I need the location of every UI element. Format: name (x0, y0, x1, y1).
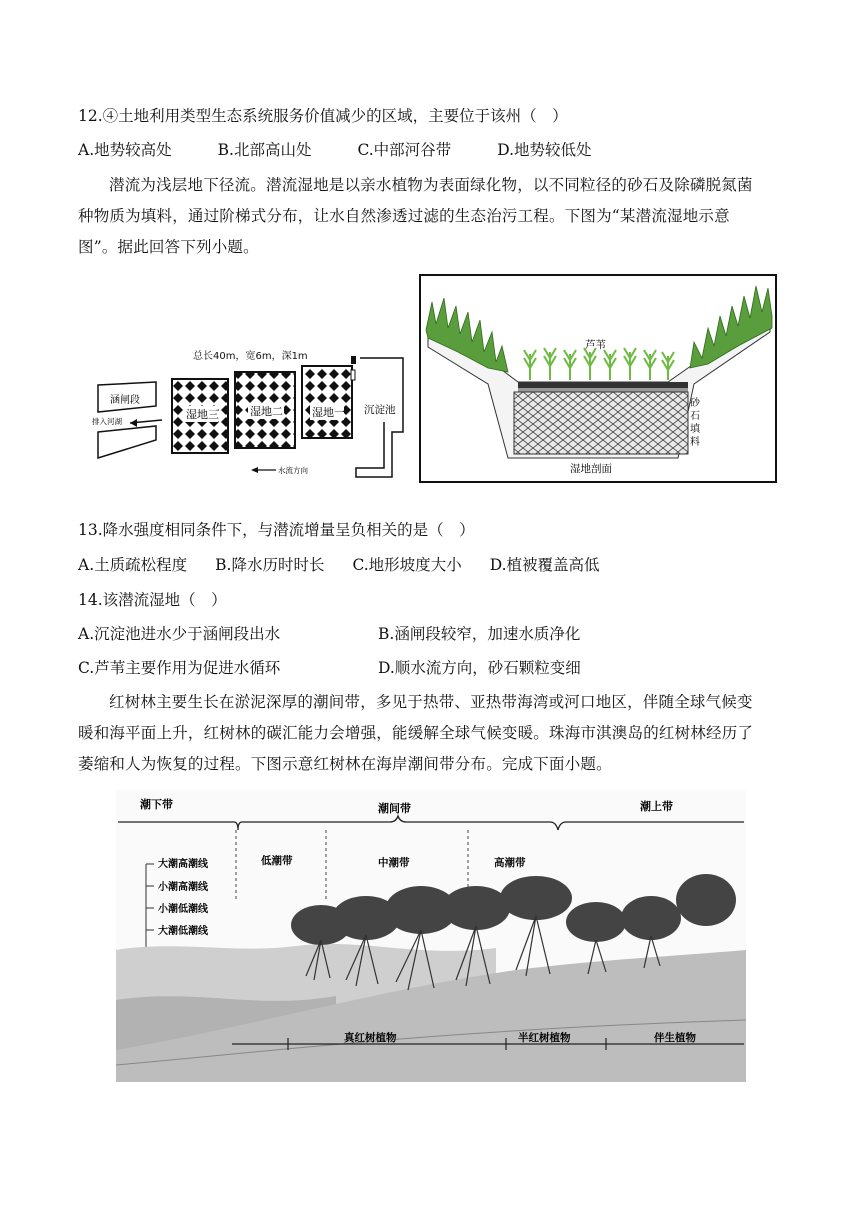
wetland-2-label: 湿地二 (250, 405, 283, 418)
associate-plant-label: 伴生植物 (654, 1032, 696, 1044)
high-tide-zone-label: 高潮带 (494, 857, 526, 869)
q14-option-b[interactable]: B.涵闸段较窄，加速水质净化 (378, 625, 581, 643)
intertidal-label: 潮间带 (378, 802, 411, 815)
q14-option-d[interactable]: D.顺水流方向，砂石颗粒变细 (378, 659, 581, 677)
q14-options-row1 (78, 623, 678, 645)
wetland-dimensions: 总长40m，宽6m，深1m (193, 351, 308, 362)
tide-line-4: 大潮低潮线 (158, 926, 208, 937)
subtidal-label: 潮下带 (140, 798, 173, 811)
outlet-arrow-icon (130, 419, 137, 427)
q13-option-c[interactable]: C.地形坡度大小 (352, 556, 462, 574)
true-mangrove-label: 真红树植物 (344, 1032, 397, 1044)
q13-options (78, 554, 600, 576)
flow-arrow-icon (251, 467, 258, 473)
figure-mangrove-zones (116, 790, 746, 1082)
mid-tide-zone-label: 中潮带 (378, 857, 410, 869)
q13-option-a[interactable]: A.土质疏松程度 (78, 556, 188, 574)
tide-line-1: 大潮高潮线 (158, 859, 208, 870)
gravel-char-4: 料 (690, 437, 700, 448)
q13-option-b[interactable]: B.降水历时时长 (215, 556, 325, 574)
sediment-pool-label: 沉淀池 (364, 404, 396, 416)
outlet-label: 排入河湖 (92, 417, 122, 426)
wetland-1-label: 湿地一 (312, 406, 345, 419)
q13-stem: 13.降水强度相同条件下，与潜流增量呈负相关的是（ ） (78, 521, 475, 539)
q14-stem: 14.该潜流湿地（ ） (78, 591, 227, 609)
gravel-char-2: 石 (690, 411, 700, 422)
passage-mangrove: 红树林主要生长在淤泥深厚的潮间带，多见于热带、亚热带海湾或河口地区，伴随全球气候变暖和海平面上升，红树林的碳汇能力会增强，能缓解全球气候变暖。珠海市淇澳岛的红树林经历了萎缩和人为恢复的过程。下图示意红树林在海岸潮间带分布。完成下面小题。 (78, 693, 754, 773)
figure-wetland-diagram (88, 272, 778, 485)
gravel-char-1: 砂 (690, 398, 700, 409)
tide-line-2: 小潮高潮线 (158, 882, 208, 893)
low-tide-zone-label: 低潮带 (261, 855, 293, 867)
semi-mangrove-label: 半红树植物 (518, 1032, 571, 1044)
q14-options-row2 (78, 657, 678, 679)
gravel-char-3: 填 (690, 424, 700, 435)
gravel-fill-layer (514, 392, 688, 454)
reed-label: 芦苇 (585, 339, 606, 351)
q14-option-a[interactable]: A.沉淀池进水少于涵闸段出水 (78, 625, 281, 643)
q12-option-c[interactable]: C.中部河谷带 (357, 141, 452, 159)
passage-subsurface-wetland: 潜流为浅层地下径流。潜流湿地是以亲水植物为表面绿化物，以不同粒径的砂石及除磷脱氮菌种物质为填料，通过阶梯式分布，让水自然渗透过滤的生态治污工程。下图为“某潜流湿地示意图”。据此回答下列小题。 (78, 176, 753, 256)
q12-stem: 12.④土地利用类型生态系统服务价值减少的区域，主要位于该州（ ） (78, 107, 568, 125)
culvert-label: 涵闸段 (110, 395, 140, 406)
wetland-3-label: 湿地三 (186, 408, 219, 421)
q14-option-c[interactable]: C.芦苇主要作用为促进水循环 (78, 659, 281, 677)
sediment-pool-outline (356, 358, 403, 477)
q12-option-d[interactable]: D.地势较低处 (497, 141, 592, 159)
q13-option-d[interactable]: D.植被覆盖高低 (489, 556, 600, 574)
q12-options (78, 139, 592, 161)
wetland-cell-1 (302, 366, 352, 438)
supratidal-label: 潮上带 (640, 800, 673, 813)
q12-option-a[interactable]: A.地势较高处 (78, 141, 172, 159)
flow-direction-label: 水流方向 (278, 466, 308, 475)
tide-line-3: 小潮低潮线 (158, 904, 208, 915)
section-label: 湿地剖面 (570, 463, 612, 475)
q12-option-b[interactable]: B.北部高山处 (217, 141, 312, 159)
